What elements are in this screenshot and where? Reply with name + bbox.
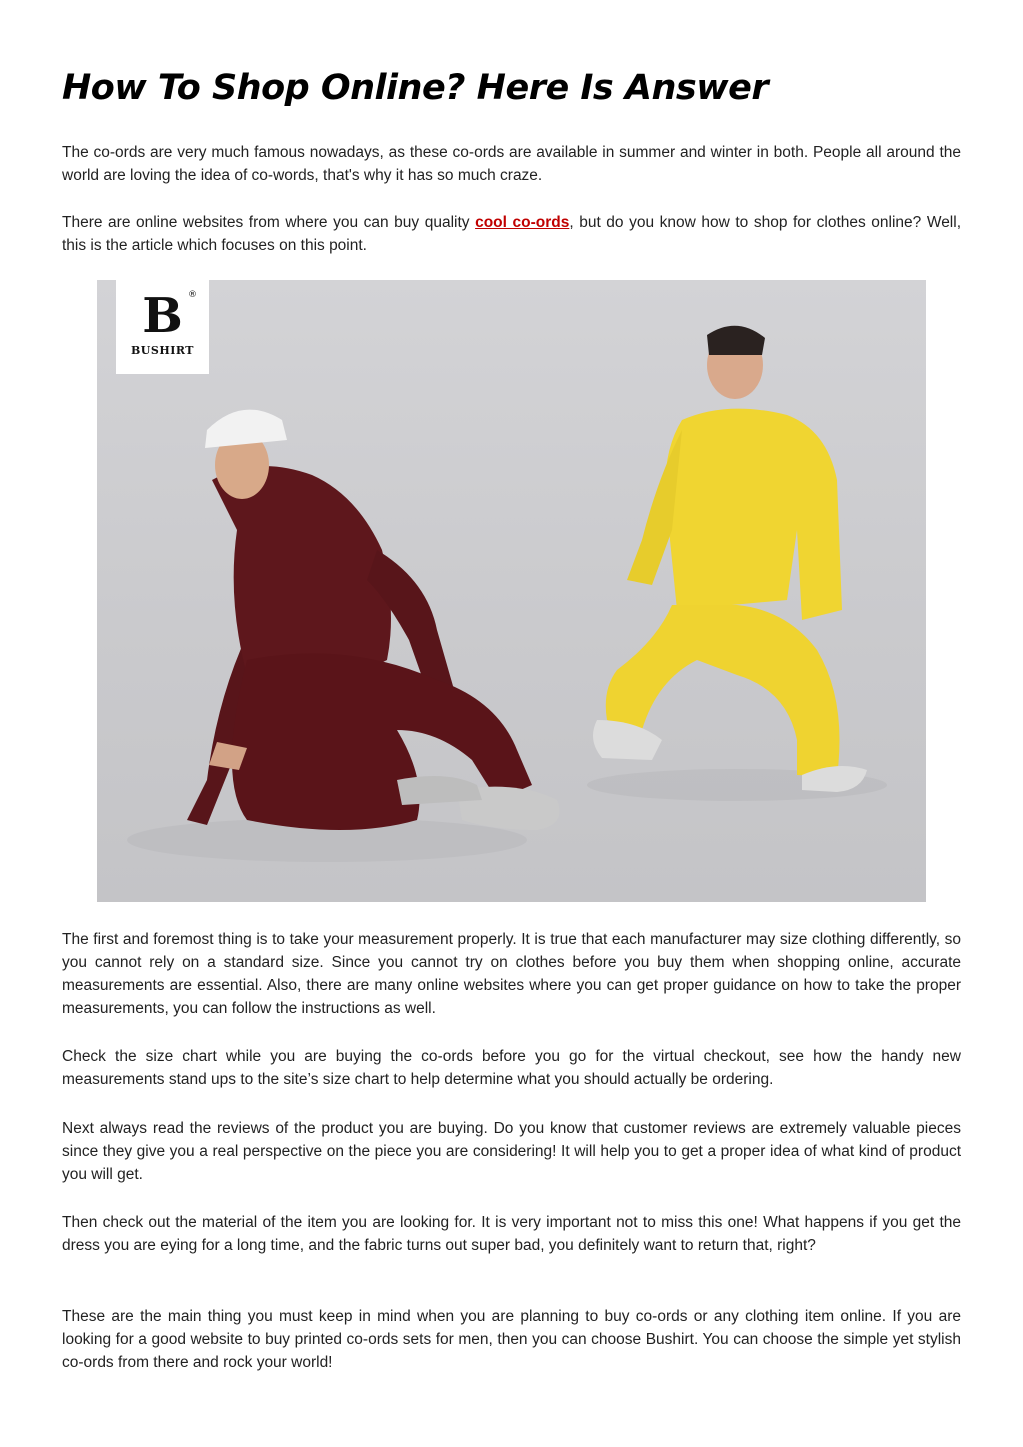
paragraph-text: , but do you know how to shop for clothes online? Well, this is the article which focuses on this point. bbox=[62, 214, 962, 254]
logo-letter: B bbox=[142, 288, 183, 344]
bushirt-logo bbox=[116, 280, 209, 374]
yellow-coord-model bbox=[593, 326, 867, 792]
logo-wordmark: BUSHIRT bbox=[130, 344, 194, 357]
cool-co-ords-link[interactable]: cool co-ords bbox=[475, 214, 570, 231]
product-photo bbox=[97, 280, 926, 902]
registered-mark: ® bbox=[188, 290, 197, 300]
paragraph-online-websites bbox=[62, 211, 961, 257]
paragraph-reviews: Next always read the reviews of the product you are buying. Do you know that customer reviews are extremely valuable pieces since they give you a real perspective on the piece you are considering! It will help you to get a proper idea of what kind of product you will get. bbox=[62, 1120, 961, 1183]
paragraph-material: Then check out the material of the item you are looking for. It is very important not to miss this one! What happens if you get the dress you are eying for a long time, and the fabric turns out super bad, you definitely want to return that, right? bbox=[62, 1214, 961, 1254]
paragraph-size-chart: Check the size chart while you are buying the co-ords before you go for the virtual checkout, see how the handy new measurements stand ups to the site’s size chart to help determine what you should actually be ordering. bbox=[62, 1048, 961, 1088]
maroon-coord-model bbox=[187, 410, 560, 830]
paragraph-conclusion: These are the main thing you must keep in mind when you are planning to buy co-ords or any clothing item online. If you are looking for a good website to buy printed co-ords sets for men, then you can choose Bushirt. You can choose the simple yet stylish co-ords from there and rock your world! bbox=[62, 1308, 961, 1371]
paragraph-text: There are online websites from where you can buy quality bbox=[62, 214, 476, 231]
article-title: How To Shop Online? Here Is Answer bbox=[62, 68, 769, 108]
models-illustration bbox=[97, 280, 926, 902]
paragraph-measurement: The first and foremost thing is to take your measurement properly. It is true that each manufacturer may size clothing differently, so you cannot rely on a standard size. Since you cannot try on clothes before you buy them when shopping online, accurate measurements are essential. Also, there are many online websites where you can get proper guidance on how to take the proper measurements, you can follow the instructions as well. bbox=[62, 931, 961, 1017]
intro-paragraph: The co-ords are very much famous nowadays, as these co-ords are available in summer and winter in both. People all around the world are loving the idea of co-words, that's why it has so much craze. bbox=[62, 144, 961, 184]
